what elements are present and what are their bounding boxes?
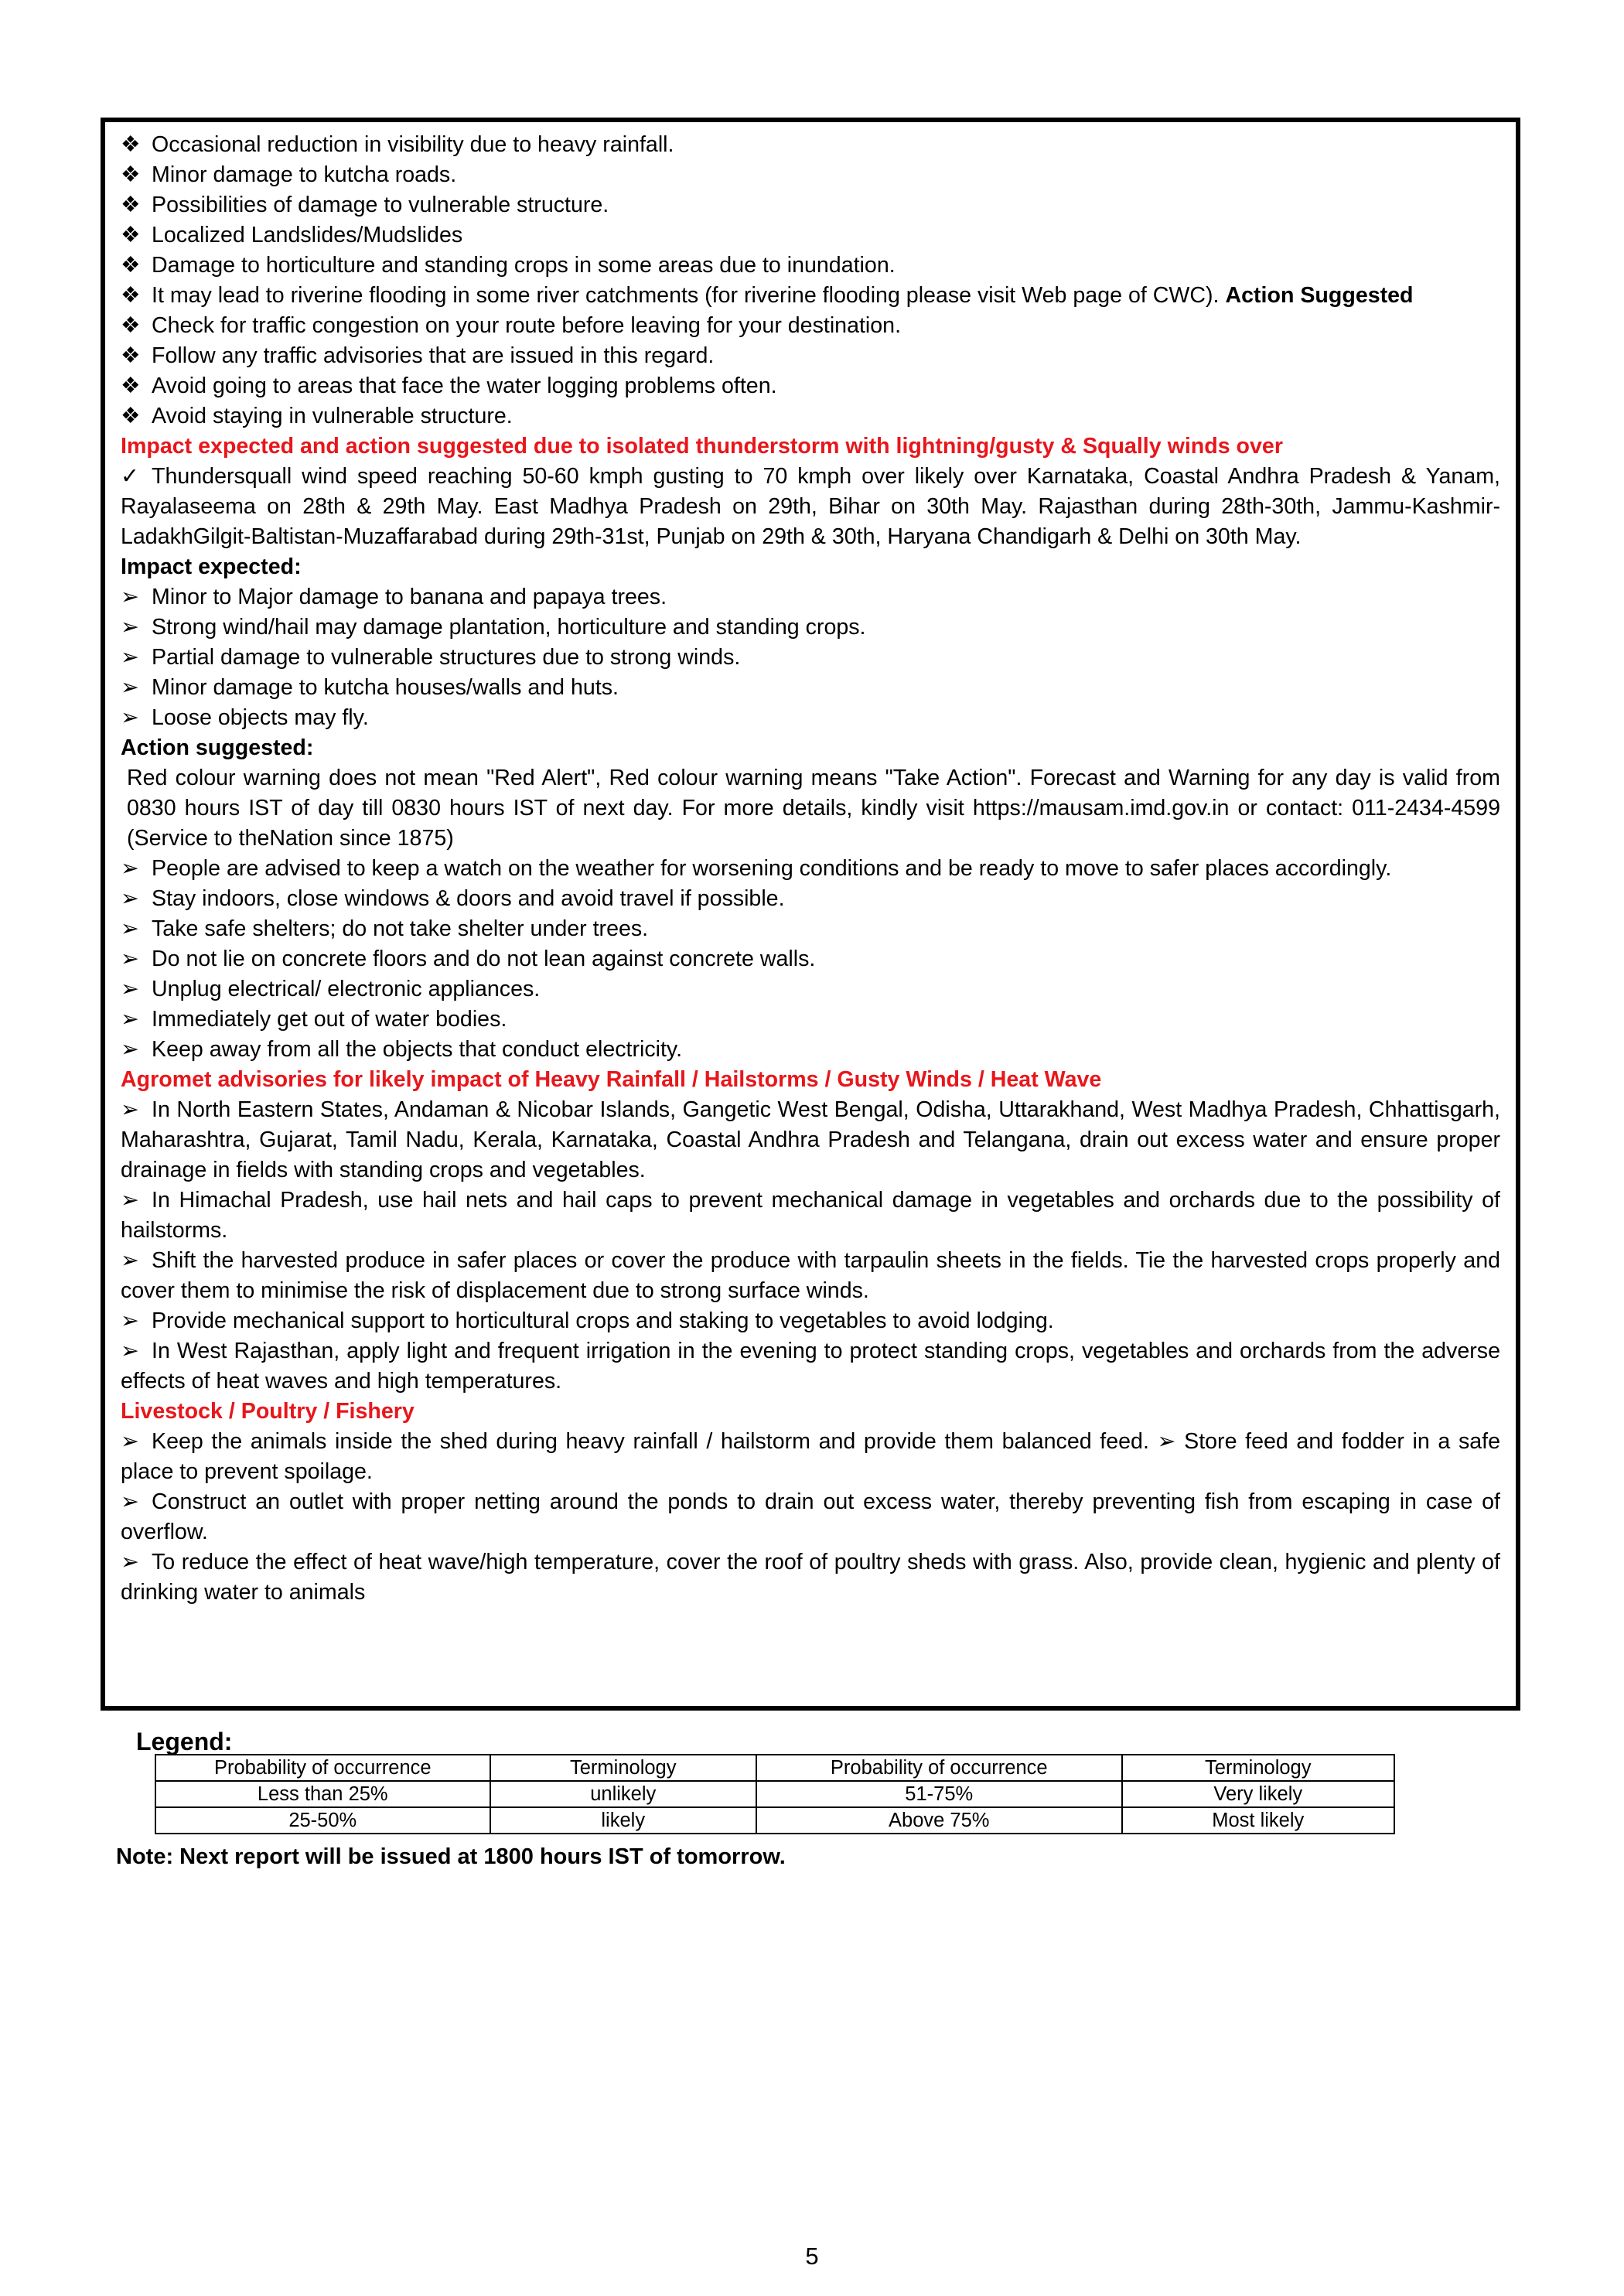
- arrow-bullet-icon: ➢: [121, 977, 139, 1001]
- table-header-cell: Probability of occurrence: [756, 1755, 1122, 1781]
- table-header-cell: Probability of occurrence: [155, 1755, 490, 1781]
- list-item: ❖ Minor damage to kutcha roads.: [121, 160, 1500, 190]
- table-header-cell: Terminology: [1122, 1755, 1394, 1781]
- arrow-bullet-icon: ➢: [121, 585, 139, 609]
- list-item: ❖ Localized Landslides/Mudslides: [121, 220, 1500, 251]
- page-number: 5: [805, 2243, 819, 2270]
- arrow-bullet-icon: ➢: [121, 856, 139, 881]
- arrow-bullet-icon: ➢: [121, 947, 139, 971]
- table-cell: unlikely: [490, 1781, 756, 1807]
- arrow-bullet-icon: ➢: [121, 1429, 139, 1454]
- arrow-bullet-icon: ➢: [121, 1248, 139, 1273]
- arrow-bullet-icon: ➢: [121, 1489, 139, 1514]
- arrow-bullet-icon: ➢: [121, 1188, 139, 1213]
- table-cell: Above 75%: [756, 1807, 1122, 1834]
- list-item: ❖ Follow any traffic advisories that are issued in this regard.: [121, 341, 1500, 371]
- table-cell: 25-50%: [155, 1807, 490, 1834]
- table-row: [155, 1781, 1394, 1807]
- action-suggested-heading: Action Suggested: [1225, 283, 1414, 308]
- agromet-heading: Agromet advisories for likely impact of Heavy Rainfall / Hailstorms / Gusty Winds / Heat Wave: [121, 1067, 1102, 1092]
- legend-title: Legend:: [136, 1728, 233, 1755]
- list-item: ❖ Possibilities of damage to vulnerable structure.: [121, 190, 1500, 220]
- table-cell: Less than 25%: [155, 1781, 490, 1807]
- list-item: ➢ Partial damage to vulnerable structures due to strong winds.: [121, 643, 1500, 673]
- arrow-bullet-icon: ➢: [121, 705, 139, 730]
- list-item: ➢ Unplug electrical/ electronic appliances.: [121, 974, 1500, 1005]
- list-item: ➢ Do not lie on concrete floors and do not lean against concrete walls.: [121, 944, 1500, 974]
- arrow-bullet-icon: ➢: [121, 615, 139, 640]
- arrow-bullet-icon: ➢: [121, 1097, 139, 1122]
- impact-expected-heading: Impact expected:: [121, 554, 302, 579]
- table-row: [155, 1807, 1394, 1834]
- riverine-paragraph: ❖ It may lead to riverine flooding in some river catchments (for riverine flooding please visit Web page of CWC). Action Suggested: [121, 281, 1500, 311]
- note-text: Note: Next report will be issued at 1800 hours IST of tomorrow.: [116, 1844, 786, 1869]
- list-item: ➢ Immediately get out of water bodies.: [121, 1005, 1500, 1035]
- list-item: ➢ People are advised to keep a watch on the weather for worsening conditions and be ready to move to safer places accordingly.: [121, 854, 1500, 884]
- diamond-bullet-icon: ❖: [121, 313, 141, 338]
- list-item: ➢ Minor to Major damage to banana and papaya trees.: [121, 582, 1500, 612]
- diamond-bullet-icon: ❖: [121, 374, 141, 398]
- arrow-bullet-icon: ➢: [121, 645, 139, 670]
- diamond-bullet-icon: ❖: [121, 193, 141, 217]
- list-item: ➢ Minor damage to kutcha houses/walls and huts.: [121, 673, 1500, 703]
- arrow-bullet-icon: ➢: [121, 1550, 139, 1574]
- content-body: [121, 130, 1500, 1608]
- thundersquall-paragraph: ✓ Thundersquall wind speed reaching 50-60 kmph gusting to 70 kmph over likely over Karnataka, Coastal Andhra Pradesh & Yanam, Rayalaseema on 28th & 29th May. East Madhya Pradesh on 29th, Bihar on 30th May. Rajasthan during 28th-30th, Jammu-Kashmir-LadakhGilgit-Baltistan-Muzaffarabad during 29th-31st, Punjab on 29th & 30th, Haryana Chandigarh & Delhi on 30th May.: [121, 462, 1500, 552]
- diamond-bullet-icon: ❖: [121, 132, 141, 157]
- arrow-bullet-icon: ➢: [121, 675, 139, 700]
- table-cell: 51-75%: [756, 1781, 1122, 1807]
- list-item: ➢ Take safe shelters; do not take shelter under trees.: [121, 914, 1500, 944]
- list-item: ➢ Provide mechanical support to horticultural crops and staking to vegetables to avoid lodging.: [121, 1306, 1500, 1336]
- list-item: ❖ Avoid staying in vulnerable structure.: [121, 401, 1500, 432]
- list-item: ❖ Damage to horticulture and standing crops in some areas due to inundation.: [121, 251, 1500, 281]
- arrow-bullet-icon: ➢: [121, 1308, 139, 1333]
- legend-table: [155, 1754, 1395, 1834]
- diamond-bullet-icon: ❖: [121, 343, 141, 368]
- list-item: ➢ In North Eastern States, Andaman & Nicobar Islands, Gangetic West Bengal, Odisha, Uttarakhand, West Madhya Pradesh, Chhattisgarh, Maharashtra, Gujarat, Tamil Nadu, Kerala, Karnataka, Coastal Andhra Pradesh and Telangana, drain out excess water and ensure proper drainage in fields with standing crops and vegetables.: [121, 1095, 1500, 1186]
- list-item: ➢ To reduce the effect of heat wave/high temperature, cover the roof of poultry sheds with grass. Also, provide clean, hygienic and plenty of drinking water to animals: [121, 1547, 1500, 1608]
- list-item: ➢ In Himachal Pradesh, use hail nets and hail caps to prevent mechanical damage in vegetables and orchards due to the possibility of hailstorms.: [121, 1186, 1500, 1246]
- diamond-bullet-icon: ❖: [121, 223, 141, 247]
- table-row: [155, 1755, 1394, 1781]
- red-colour-paragraph: Red colour warning does not mean "Red Alert", Red colour warning means "Take Action". Forecast and Warning for any day is valid from 0830 hours IST of day till 0830 hours IST of next day. For more details, kindly visit https://mausam.imd.gov.in or contact: 011-2434-4599 (Service to theNation since 1875): [127, 766, 1500, 851]
- list-item: ❖ Avoid going to areas that face the water logging problems often.: [121, 371, 1500, 401]
- table-header-cell: Terminology: [490, 1755, 756, 1781]
- table-cell: Very likely: [1122, 1781, 1394, 1807]
- arrow-bullet-icon: ➢: [121, 1037, 139, 1062]
- arrow-bullet-icon: ➢: [121, 886, 139, 911]
- list-item: ➢ Keep the animals inside the shed during heavy rainfall / hailstorm and provide them balanced feed. ➢ Store feed and fodder in a safe place to prevent spoilage.: [121, 1427, 1500, 1487]
- arrow-bullet-icon: ➢: [121, 916, 139, 941]
- list-item: ➢ Keep away from all the objects that conduct electricity.: [121, 1035, 1500, 1065]
- thunderstorm-heading: Impact expected and action suggested due to isolated thunderstorm with lightning/gusty & Squally winds over: [121, 434, 1283, 459]
- action-suggested-heading-2: Action suggested:: [121, 735, 314, 760]
- table-cell: likely: [490, 1807, 756, 1834]
- list-item: ➢ Shift the harvested produce in safer places or cover the produce with tarpaulin sheets in the fields. Tie the harvested crops properly and cover them to minimise the risk of displacement due to strong surface winds.: [121, 1246, 1500, 1306]
- table-cell: Most likely: [1122, 1807, 1394, 1834]
- livestock-heading: Livestock / Poultry / Fishery: [121, 1399, 415, 1424]
- list-item: ➢ In West Rajasthan, apply light and frequent irrigation in the evening to protect standing crops, vegetables and orchards from the adverse effects of heat waves and high temperatures.: [121, 1336, 1500, 1397]
- diamond-bullet-icon: ❖: [121, 253, 141, 278]
- check-icon: ✓: [121, 464, 139, 489]
- diamond-bullet-icon: ❖: [121, 283, 141, 308]
- list-item: ❖ Occasional reduction in visibility due to heavy rainfall.: [121, 130, 1500, 160]
- list-item: ➢ Construct an outlet with proper netting around the ponds to drain out excess water, thereby preventing fish from escaping in case of overflow.: [121, 1487, 1500, 1547]
- list-item: ➢ Loose objects may fly.: [121, 703, 1500, 733]
- content-box: [101, 118, 1520, 1711]
- list-item: ➢ Stay indoors, close windows & doors and avoid travel if possible.: [121, 884, 1500, 914]
- list-item: ➢ Strong wind/hail may damage plantation, horticulture and standing crops.: [121, 612, 1500, 643]
- diamond-bullet-icon: ❖: [121, 162, 141, 187]
- arrow-bullet-icon: ➢: [121, 1339, 139, 1363]
- arrow-bullet-icon: ➢: [121, 1007, 139, 1032]
- list-item: ❖ Check for traffic congestion on your route before leaving for your destination.: [121, 311, 1500, 341]
- diamond-bullet-icon: ❖: [121, 404, 141, 428]
